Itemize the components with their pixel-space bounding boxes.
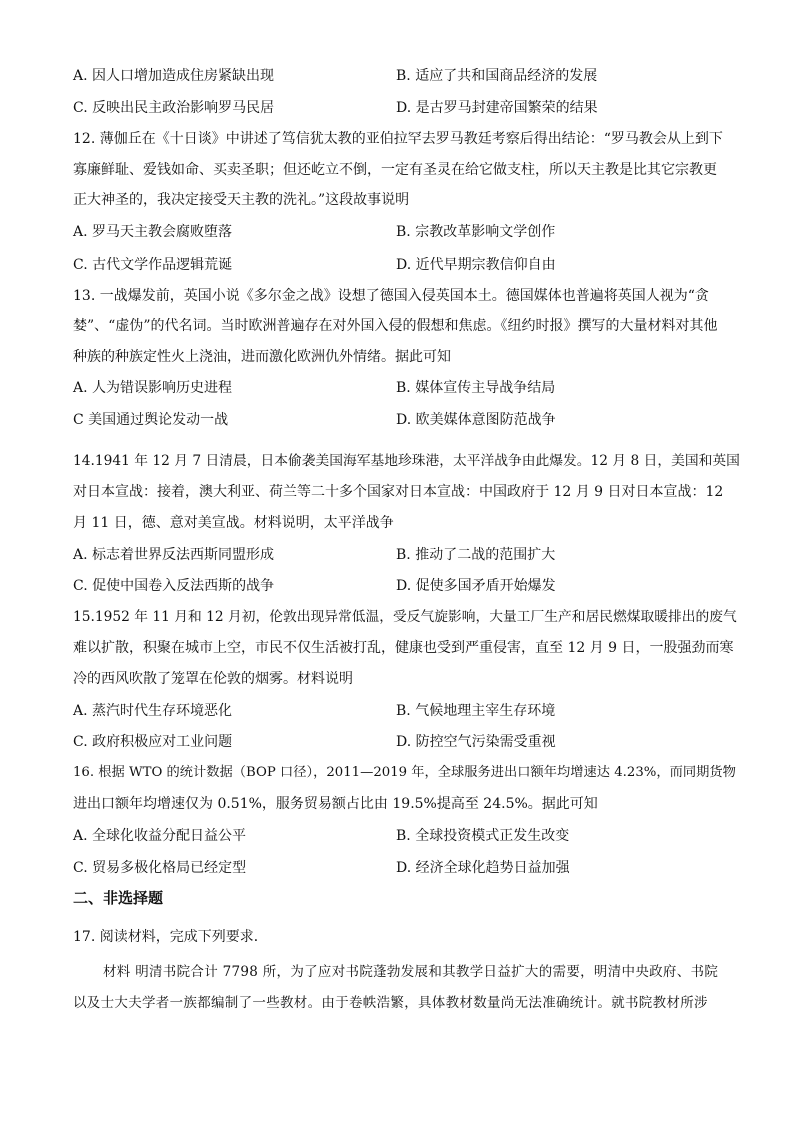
q12-option-c[interactable]: C. 古代文学作品逻辑荒诞 <box>73 257 233 273</box>
q17-material-line-2: 以及士大夫学者一族都编制了一些教材。由于卷帙浩繁，具体教材数量尚无法准确统计。就书院教材所涉 <box>73 995 708 1011</box>
q11-option-b[interactable]: B. 适应了共和国商品经济的发展 <box>396 68 598 84</box>
q13-stem-line-2: 婪”、“虚伪”的代名词。当时欧洲普遍存在对外国入侵的假想和焦虑。《纽约时报》撰写的大量材料对其他 <box>73 318 718 334</box>
q15-stem-line-1: 15.1952 年 11 月和 12 月初，伦敦出现异常低温，受反气旋影响，大量工厂生产和居民燃煤取暖排出的废气 <box>73 609 737 625</box>
q12-stem-line-3: 正大神圣的，我决定接受天主教的洗礼。”这段故事说明 <box>73 192 410 208</box>
q15-options-row-2 <box>73 732 733 752</box>
q16-option-a[interactable]: A. 全球化收益分配日益公平 <box>73 828 247 844</box>
q14-option-b[interactable]: B. 推动了二战的范围扩大 <box>396 547 556 563</box>
q15-option-a[interactable]: A. 蒸汽时代生存环境恶化 <box>73 703 233 719</box>
q14-options-row-2 <box>73 576 733 596</box>
q13-option-b[interactable]: B. 媒体宣传主导战争结局 <box>396 380 556 396</box>
q12-stem-line-2: 寡廉鲜耻、爱钱如命、买卖圣职；但还屹立不倒，一定有圣灵在给它做支柱，所以天主教是比其它宗教更 <box>73 162 717 178</box>
q11-option-c[interactable]: C. 反映出民主政治影响罗马民居 <box>73 100 275 116</box>
q17-stem: 17. 阅读材料，完成下列要求． <box>73 929 268 945</box>
q11-options-row-2 <box>73 98 733 118</box>
q14-option-c[interactable]: C. 促使中国卷入反法西斯的战争 <box>73 578 275 594</box>
q13-stem-line-1: 13. 一战爆发前，英国小说《多尔金之战》设想了德国入侵英国本土。德国媒体也普遍将英国人视为“贪 <box>73 288 709 304</box>
q15-option-c[interactable]: C. 政府积极应对工业问题 <box>73 734 233 750</box>
q13-options-row-1 <box>73 378 733 398</box>
q16-option-c[interactable]: C. 贸易多极化格局已经定型 <box>73 860 247 876</box>
q12-option-b[interactable]: B. 宗教改革影响文学创作 <box>396 224 556 240</box>
q12-options-row-2 <box>73 255 733 275</box>
q14-stem-line-1: 14.1941 年 12 月 7 日清晨，日本偷袭美国海军基地珍珠港，太平洋战争由此爆发。12 月 8 日，美国和英国 <box>73 453 740 469</box>
q14-option-a[interactable]: A. 标志着世界反法西斯同盟形成 <box>73 547 275 563</box>
q12-options-row-1 <box>73 222 733 242</box>
q15-option-d[interactable]: D. 防控空气污染需受重视 <box>396 734 556 750</box>
q15-stem-line-3: 冷的西风吹散了笼罩在伦敦的烟雾。材料说明 <box>73 671 353 687</box>
q11-option-a[interactable]: A. 因人口增加造成住房紧缺出现 <box>73 68 275 84</box>
q16-stem-line-1: 16. 根据 WTO 的统计数据（BOP 口径），2011—2019 年，全球服务进出口额年均增速达 4.23%，而同期货物 <box>73 765 736 780</box>
q12-option-a[interactable]: A. 罗马天主教会腐败堕落 <box>73 224 233 240</box>
q17-material-line-1: 材料 明清书院合计 7798 所，为了应对书院蓬勃发展和其教学日益扩大的需要，明清中央政府、书院 <box>103 964 719 980</box>
q13-option-d[interactable]: D. 欧美媒体意图防范战争 <box>396 412 556 428</box>
q11-options-row-1 <box>73 66 733 86</box>
q14-options-row-1 <box>73 545 733 565</box>
q13-option-c[interactable]: C 美国通过舆论发动一战 <box>73 412 229 428</box>
q16-option-d[interactable]: D. 经济全球化趋势日益加强 <box>396 860 570 876</box>
q16-options-row-2 <box>73 858 733 878</box>
q12-stem-line-1: 12. 薄伽丘在《十日谈》中讲述了笃信犹太教的亚伯拉罕去罗马教廷考察后得出结论：“罗马教会从上到下 <box>73 131 723 147</box>
q13-options-row-2 <box>73 410 733 430</box>
q16-option-b[interactable]: B. 全球投资模式正发生改变 <box>396 828 570 844</box>
q16-stem-line-2: 进出口额年均增速仅为 0.51%，服务贸易额占比由 19.5%提高至 24.5%。据此可知 <box>73 796 598 812</box>
q15-option-b[interactable]: B. 气候地理主宰生存环境 <box>396 703 556 719</box>
q11-option-d[interactable]: D. 是古罗马封建帝国繁荣的结果 <box>396 100 598 116</box>
section-heading: 二、非选择题 <box>73 889 164 907</box>
q14-option-d[interactable]: D. 促使多国矛盾开始爆发 <box>396 578 556 594</box>
q12-option-d[interactable]: D. 近代早期宗教信仰自由 <box>396 257 556 273</box>
q14-stem-line-2: 对日本宣战：接着，澳大利亚、荷兰等二十多个国家对日本宣战：中国政府于 12 月 9 日对日本宣战：12 <box>73 484 724 500</box>
q15-stem-line-2: 难以扩散，积聚在城市上空，市民不仅生活被打乱，健康也受到严重侵害，直至 12 月 9 日，一股强劲而寒 <box>73 640 734 656</box>
q16-options-row-1 <box>73 826 733 846</box>
q13-option-a[interactable]: A. 人为错误影响历史进程 <box>73 380 233 396</box>
q14-stem-line-3: 月 11 日，德、意对美宣战。材料说明，太平洋战争 <box>73 515 394 531</box>
q15-options-row-1 <box>73 701 733 721</box>
q13-stem-line-3: 种族的种族定性火上浇油，进而激化欧洲仇外情绪。据此可知 <box>73 349 451 365</box>
